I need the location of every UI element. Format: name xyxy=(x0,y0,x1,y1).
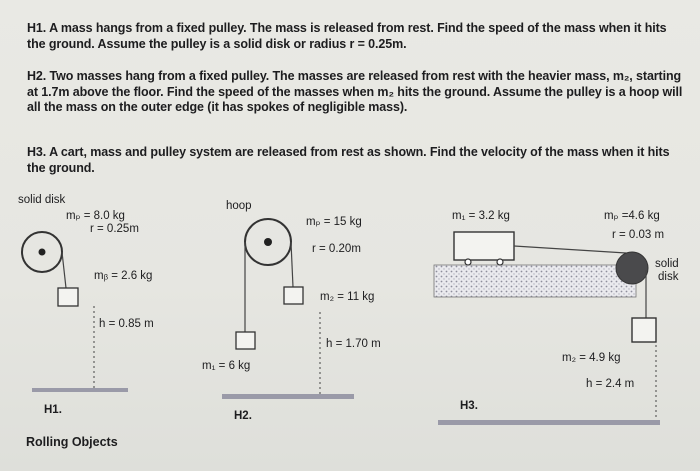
h3-hanging-mass-block xyxy=(632,318,656,342)
h3-type-line2: disk xyxy=(658,271,679,283)
h3-pulley-mass: mₚ =4.6 kg xyxy=(604,210,660,222)
h3-cart xyxy=(454,232,514,260)
h3-height: h = 2.4 m xyxy=(586,378,635,390)
h1-pulley-axle xyxy=(39,249,46,256)
h1-caption: H1. xyxy=(44,404,62,416)
problem-h1-text: A mass hangs from a fixed pulley. The mass is released from rest. Find the speed of the mass when it hits the ground. Assume the pulley is a solid disk or radius r = 0.25m. xyxy=(27,21,667,51)
h3-hanging-mass: m₂ = 4.9 kg xyxy=(562,352,621,364)
h3-radius: r = 0.03 m xyxy=(612,229,665,241)
h1-pulley-mass: mₚ = 8.0 kg xyxy=(66,210,125,222)
h2-rope-right xyxy=(291,242,293,287)
h1-floor xyxy=(32,388,128,392)
h1-radius: r = 0.25m xyxy=(90,223,139,235)
h2-radius: r = 0.20m xyxy=(312,243,361,255)
h3-rope-horizontal xyxy=(514,246,626,253)
h3-table xyxy=(434,265,636,297)
h2-mass-m1: m₁ = 6 kg xyxy=(202,360,251,372)
h2-pulley-mass: mₚ = 15 kg xyxy=(306,216,362,228)
h1-block-mass: mᵦ = 2.6 kg xyxy=(94,270,153,282)
h2-mass-m1-block xyxy=(236,332,255,349)
h2-floor xyxy=(222,394,354,399)
h3-floor xyxy=(438,420,660,425)
h2-mass-m2-block xyxy=(284,287,303,304)
h2-height: h = 1.70 m xyxy=(326,338,381,350)
h2-caption: H2. xyxy=(234,410,252,422)
problem-h2-text: Two masses hang from a fixed pulley. The masses are released from rest with the heavier mass, m₂, starting at 1.7m above the floor. Find the speed of the masses when m₂ hits the ground. Assume the pulley is a hoop will all the mass on the outer edge (it has spokes of negligible mass). xyxy=(27,69,683,114)
problem-h3-id: H3. xyxy=(27,145,47,159)
h1-diagram xyxy=(22,232,128,392)
h2-mass-m2: m₂ = 11 kg xyxy=(320,291,375,303)
h3-cart-wheel-left xyxy=(465,259,471,265)
h1-height: h = 0.85 m xyxy=(99,318,154,330)
h1-hanging-mass-block xyxy=(58,288,78,306)
h2-pulley-axle xyxy=(264,238,272,246)
problem-h2-id: H2. xyxy=(27,69,47,83)
h3-cart-wheel-right xyxy=(497,259,503,265)
h3-cart-mass: m₁ = 3.2 kg xyxy=(452,210,510,222)
h3-pulley-solid-disk xyxy=(616,252,648,284)
h2-type-label: hoop xyxy=(226,200,252,212)
section-footer-rolling-objects: Rolling Objects xyxy=(26,435,118,449)
h3-type-line1: solid xyxy=(655,258,679,270)
h3-diagram xyxy=(434,232,660,425)
problem-h1-id: H1. xyxy=(27,21,47,35)
h3-caption: H3. xyxy=(460,400,478,412)
h1-type-label: solid disk xyxy=(18,194,66,206)
problem-h3-text: A cart, mass and pulley system are released from rest as shown. Find the velocity of the mass when it hits the ground. xyxy=(27,145,670,175)
h1-rope xyxy=(62,252,66,288)
